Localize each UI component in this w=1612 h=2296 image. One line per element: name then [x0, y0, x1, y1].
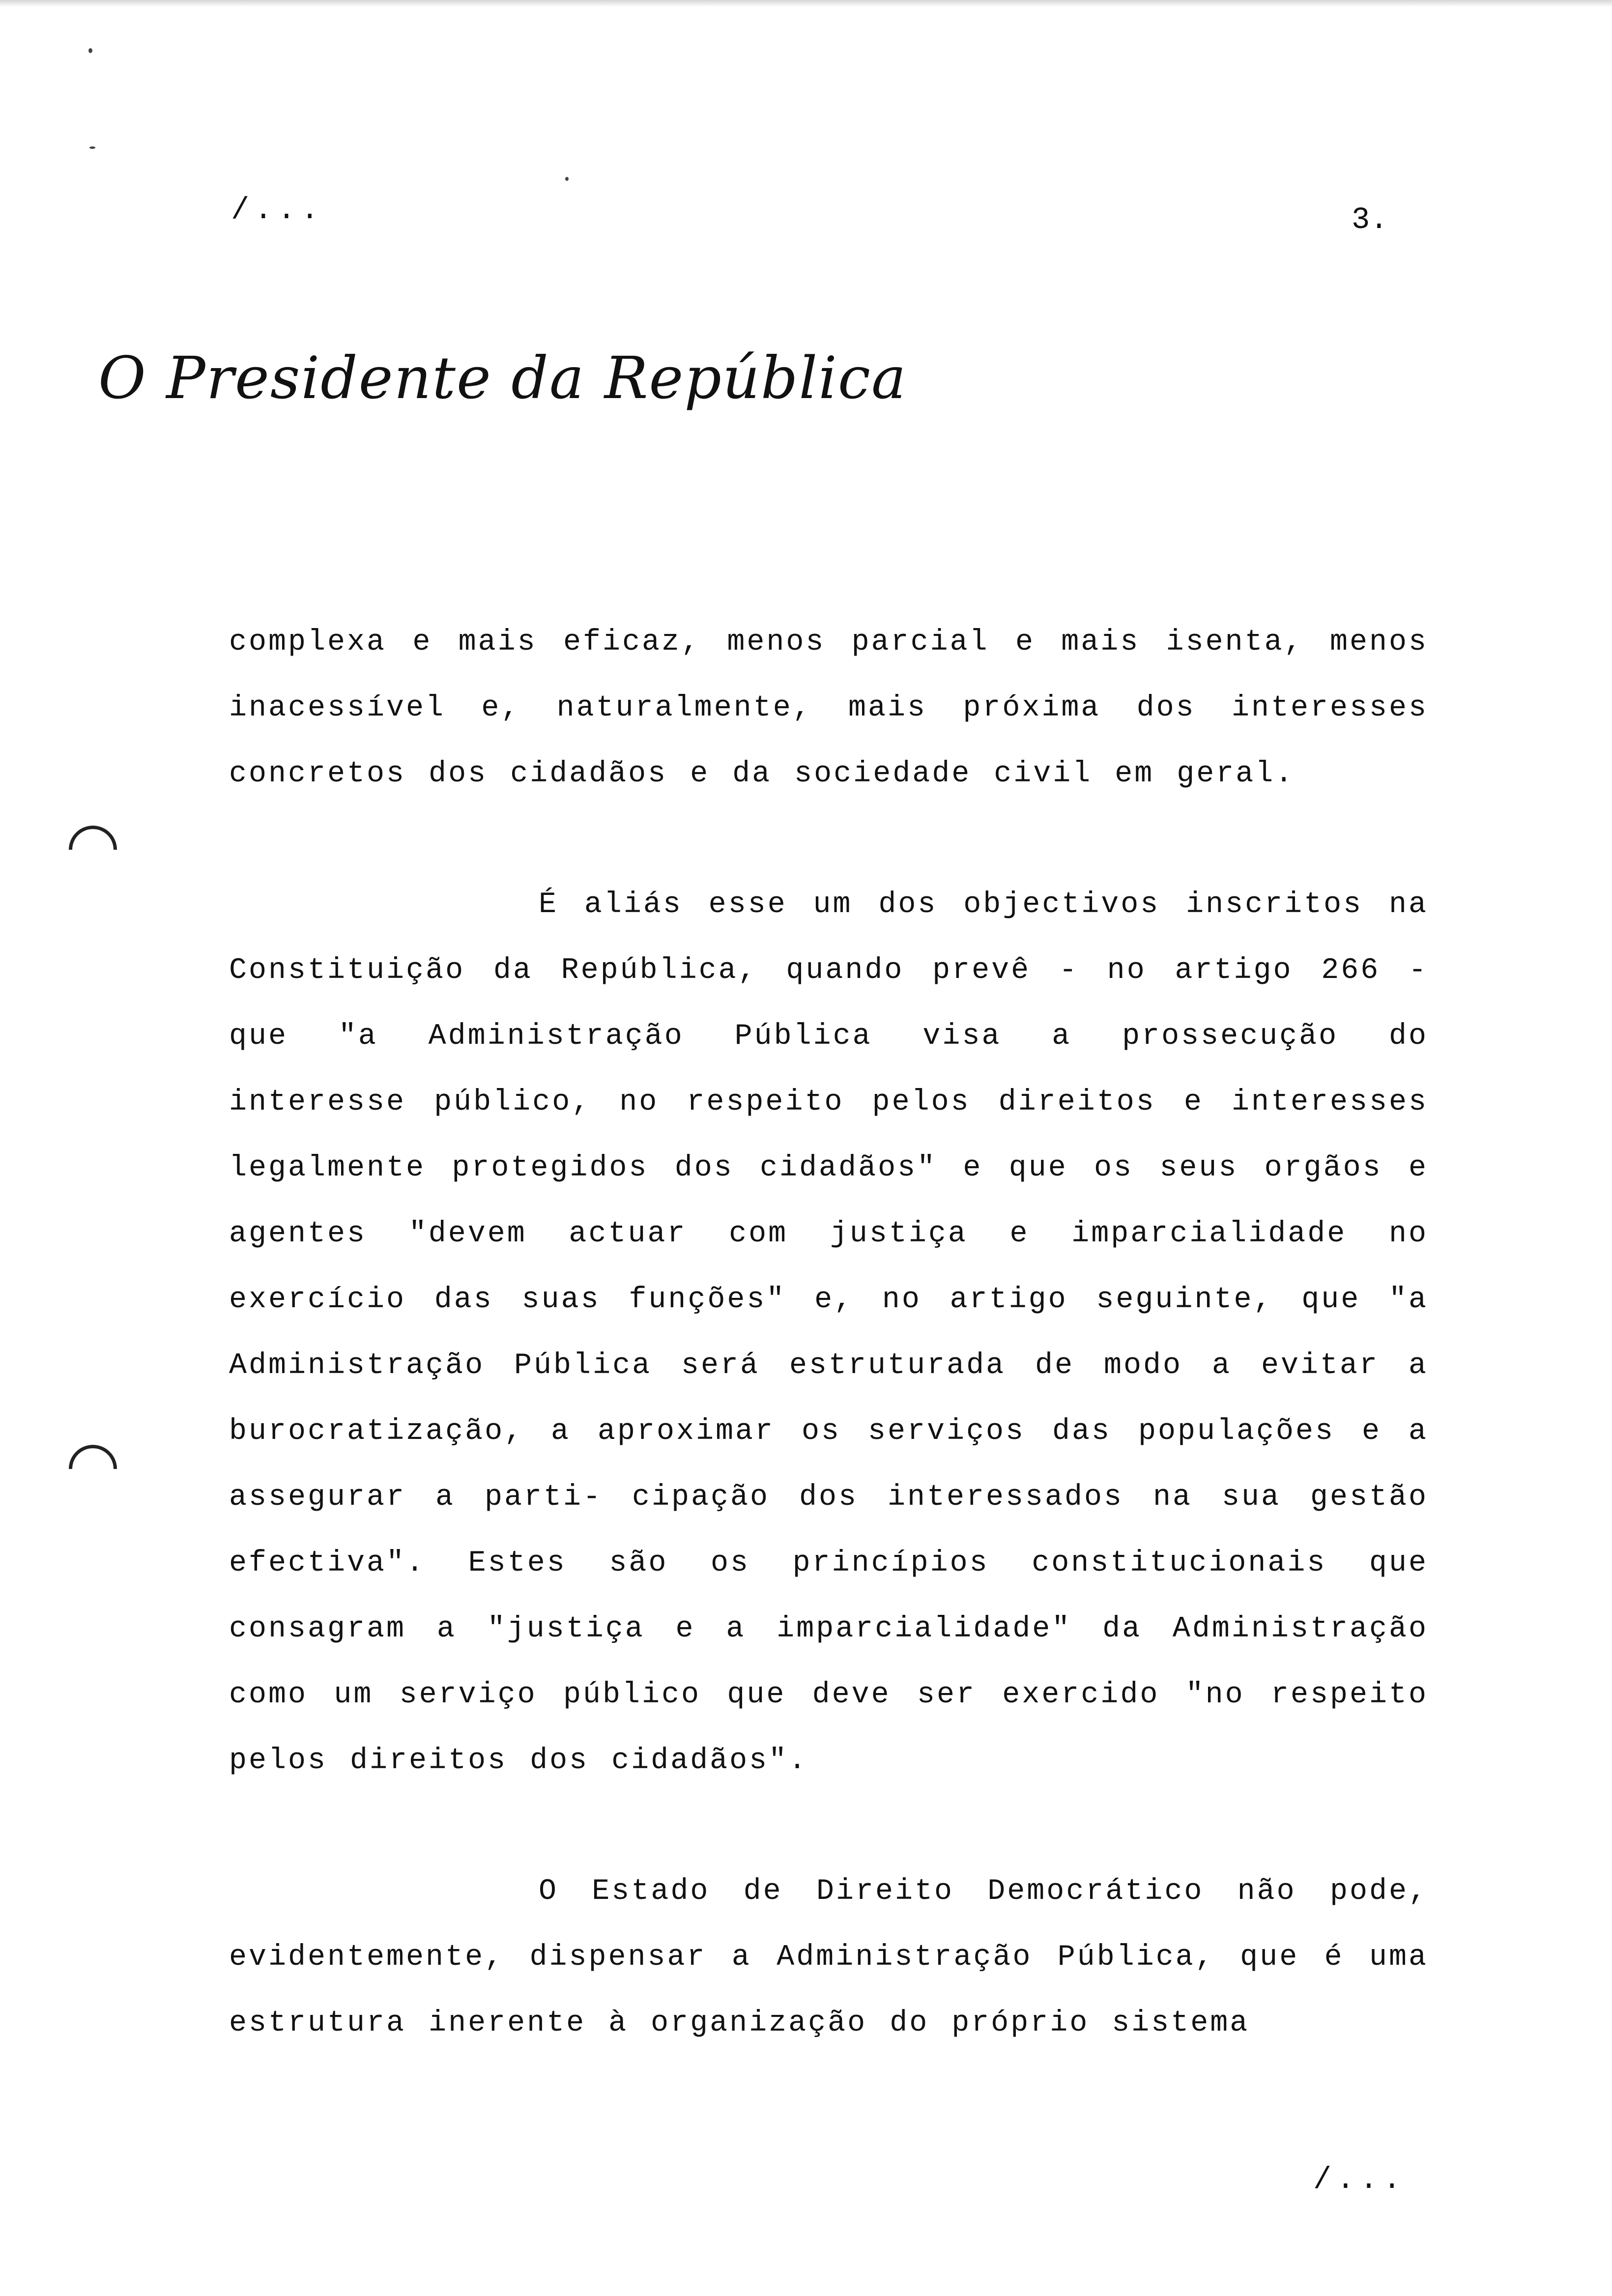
continuation-mark-bottom: /... — [1313, 2162, 1406, 2197]
scan-speck — [89, 146, 95, 149]
punch-hole-mark — [59, 1435, 127, 1503]
letterhead: O Presidente da República — [98, 344, 907, 412]
paragraph: O Estado de Direito Democrático não pode, evidentemente, dispensar a Administração Pública, que é uma estrutura inerente à organização do próprio sistema — [229, 1875, 1428, 2040]
page-number: 3. — [1352, 202, 1388, 237]
paragraph: complexa e mais eficaz, menos parcial e mais isenta, menos inacessível e, naturalmente, mais próxima dos interesses concretos dos cidadãos e da sociedade civil em geral. — [229, 626, 1428, 791]
document-body — [229, 609, 1428, 2056]
scan-edge — [0, 0, 1612, 7]
continuation-mark-top: /... — [231, 193, 324, 228]
scan-speck — [88, 48, 92, 53]
punch-hole-mark — [59, 816, 127, 884]
paragraph: É aliás esse um dos objectivos inscritos na Constituição da República, quando prevê - no artigo 266 - que "a Administração Pública visa a prossecução do interesse público, no respeito pelos direitos e interesses legalmente protegidos dos cidadãos" e que os seus orgãos e agentes "devem actuar com justiça e imparcialidade no exercício das suas funções" e, no artigo seguinte, que "a Administração Pública será estruturada de modo a evitar a burocratização, a aproximar os serviços das populações e a assegurar a parti- cipação dos interessados na sua gestão efectiva". Estes são os princípios constitucionais que consagram a "justiça e a imparcialidade" da Administração como um serviço público que deve ser exercido "no respeito pelos direitos dos cidadãos". — [229, 888, 1428, 1778]
scan-speck — [565, 177, 569, 181]
